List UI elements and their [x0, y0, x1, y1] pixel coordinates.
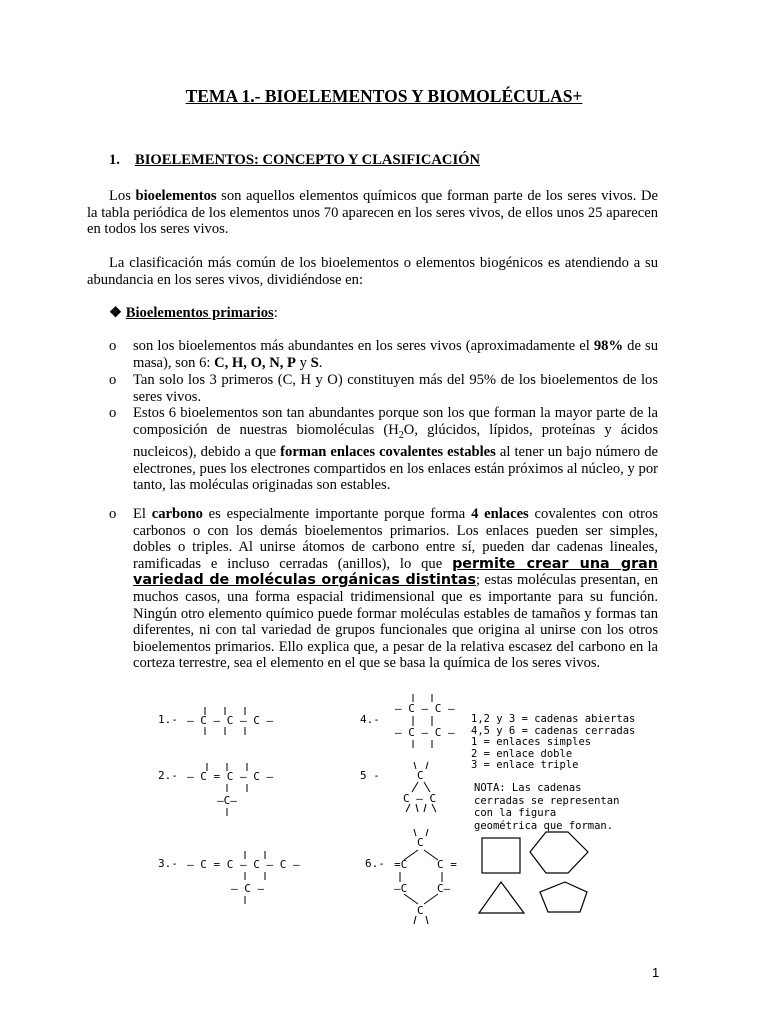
hexagon-shape: [530, 832, 588, 873]
chain-label-4: 4.-: [360, 713, 380, 726]
chain-2-branch: –C–: [217, 794, 237, 807]
circle-bullet-icon: o: [109, 338, 117, 354]
circle-bullet-icon: o: [109, 506, 117, 522]
subheading-primarios: ❖ Bioelementos primarios:: [109, 305, 278, 321]
figure-note: NOTA: Las cadenas cerradas se representan con la figura geométrica que forman.: [474, 782, 620, 832]
pentagon-shape: [540, 882, 587, 912]
ring-6-left: –C: [394, 882, 408, 895]
figure-legend: 1,2 y 3 = cadenas abiertas 4,5 y 6 = cadenas cerradas 1 = enlaces simples 2 = enlace doble 3 = enlace triple: [471, 713, 636, 771]
section-title: BIOELEMENTOS: CONCEPTO Y CLASIFICACIÓN: [135, 152, 481, 168]
intro-paragraph-2: La clasificación más común de los bioelementos o elementos biogénicos es atendiendo a su abundancia en los seres vivos, dividiéndose en:: [87, 255, 658, 288]
chain-3-text: – C = C – C – C –: [187, 858, 300, 871]
ring-6-eq-left: =C: [394, 858, 408, 871]
triangle-shape: [479, 882, 524, 913]
square-shape: [482, 838, 520, 873]
circle-bullet-icon: o: [109, 372, 117, 388]
chain-label-3: 3.-: [158, 857, 178, 870]
bullet-item-2: o Tan solo los 3 primeros (C, H y O) constituyen más del 95% de los bioelementos de los seres vivos.: [109, 372, 658, 405]
chain-1-text: – C – C – C –: [187, 714, 274, 727]
ring-6-right: C–: [437, 882, 451, 895]
intro-paragraph-1: Los bioelementos son aquellos elementos químicos que forman parte de los seres vivos. De la tabla periódica de los elementos unos 70 aparecen en los seres vivos, de ellos unos 25 aparecen en todos los seres vivos.: [87, 188, 658, 238]
chain-label-6: 6.-: [365, 857, 385, 870]
ring-5-bottom: C – C: [403, 792, 437, 805]
chain-2-text: – C = C – C –: [187, 770, 274, 783]
chain-label-5: 5 -: [360, 769, 380, 782]
bullet-item-4: o El carbono es especialmente importante porque forma 4 enlaces covalentes con otros carbonos o con los demás bioelementos primarios. Los enlaces pueden ser simples, dobles o triples. Al unirse átomos de carbono entre sí, pueden dar cadenas lineales, ramificadas e incluso cerradas (anillos), lo que permite crear una gran variedad de moléculas orgánicas distintas; estas moléculas presentan, en muchos casos, una forma espacial tridimensional que es importante para su función. Ningún otro elemento químico puede formar moléculas estables de tamaños y formas tan diferentes, ni con tal variedad de grupos funcionales que origina al unirse con los otros bioelementos primarios. Ello explica que, a pesar de la relativa escasez del carbono en la corteza terrestre, sea el elemento en el que se basa la química de los seres vivos.: [109, 506, 658, 672]
ring-4-top: – C – C –: [395, 702, 455, 715]
chain-3-branch: – C –: [231, 882, 265, 895]
ring-6-bottom: C: [417, 904, 424, 917]
ring-5-top: C: [417, 769, 424, 782]
bullet-item-1: o son los bioelementos más abundantes en los seres vivos (aproximadamente el 98% de su masa), son 6: C, H, O, N, P y S.: [109, 338, 658, 371]
page-number: 1: [652, 965, 660, 980]
chain-label-1: 1.-: [158, 713, 178, 726]
diamond-bullet-icon: ❖: [109, 305, 123, 321]
chain-label-2: 2.-: [158, 769, 178, 782]
section-number: 1.: [109, 152, 120, 168]
ring-6-top: C: [417, 836, 424, 849]
ring-6-eq-right: C =: [437, 858, 457, 871]
document-title: TEMA 1.- BIOELEMENTOS Y BIOMOLÉCULAS+: [185, 86, 583, 106]
bullet-item-3: o Estos 6 bioelementos son tan abundantes porque son los que forman la mayor parte de la composición de nuestras biomoléculas ($H_2O$, glúcidos, lípidos, proteínas y ácidos nucleicos), debido a que forman enlaces covalentes estables al tener un bajo número de electrones, pues los electrones compartidos en los enlaces están próximos al núcleo, y por tanto, las moléculas originadas son estables.: [109, 405, 658, 494]
circle-bullet-icon: o: [109, 405, 117, 421]
ring-4-bottom: – C – C –: [395, 726, 455, 739]
